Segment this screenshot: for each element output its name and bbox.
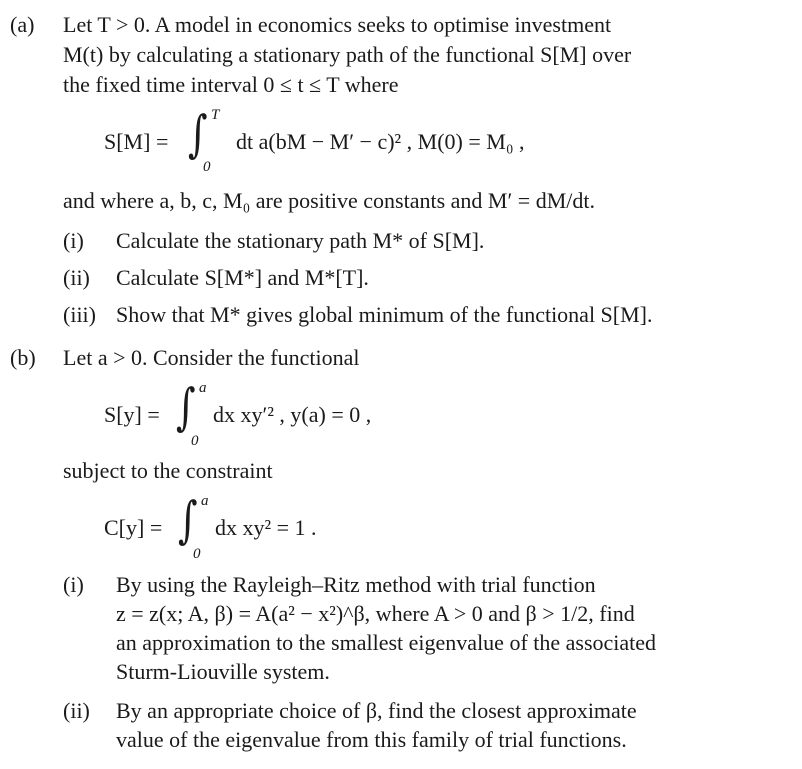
eq2-lhs: C[y] = <box>104 515 163 540</box>
part-a-item-i-text: Calculate the stationary path M* of S[M]. <box>116 228 485 253</box>
part-b-item-ii-line2: value of the eigenvalue from this family of trial functions. <box>116 727 627 752</box>
part-b-constraint-text: subject to the constraint <box>63 458 273 483</box>
part-b-item-i-line2: z = z(x; A, β) = A(a² − x²)^β, where A > 0 and β > 1/2, find <box>116 601 635 626</box>
lower-limit: 0 <box>193 546 201 562</box>
part-a-item-i-label: (i) <box>63 228 84 253</box>
part-a-item-ii-label: (ii) <box>63 265 90 290</box>
eq-rhs: dt a(bM − M′ − c)² , M(0) = M₀ , <box>236 129 525 154</box>
part-a-after-eq: and where a, b, c, M₀ are positive constants and M′ = dM/dt. <box>63 188 595 213</box>
part-b-item-i-line3: an approximation to the smallest eigenvalue of the associated <box>116 630 657 655</box>
eq2-rhs: dx xy² = 1 . <box>215 515 317 540</box>
upper-limit: a <box>201 493 209 509</box>
part-b-item-ii-label: (ii) <box>63 698 90 723</box>
upper-limit: T <box>211 107 220 123</box>
eq1-lhs: S[y] = <box>104 402 160 427</box>
part-a-label: (a) <box>10 12 35 37</box>
lower-limit: 0 <box>191 433 199 449</box>
eq-lhs: S[M] = <box>104 129 169 154</box>
part-b-intro: Let a > 0. Consider the functional <box>63 345 360 370</box>
eq1-rhs: dx xy′² , y(a) = 0 , <box>213 402 372 427</box>
integral-sign: ∫ <box>178 491 198 549</box>
part-a-item-iii-label: (iii) <box>63 302 96 327</box>
part-a-item-ii-text: Calculate S[M*] and M*[T]. <box>116 265 369 290</box>
part-a-intro-line2: M(t) by calculating a stationary path of the functional S[M] over <box>63 42 632 67</box>
part-a-item-iii-text: Show that M* gives global minimum of the functional S[M]. <box>116 302 653 327</box>
upper-limit: a <box>199 380 207 396</box>
part-b-item-ii-line1: By an appropriate choice of β, find the closest approximate <box>116 698 637 723</box>
part-a-intro-line1: Let T > 0. A model in economics seeks to optimise investment <box>63 12 612 37</box>
lower-limit: 0 <box>203 159 211 175</box>
integral-sign: ∫ <box>188 105 208 163</box>
integral-sign: ∫ <box>176 378 196 436</box>
part-b-label: (b) <box>10 345 36 370</box>
part-b-item-i-line1: By using the Rayleigh–Ritz method with trial function <box>116 572 596 597</box>
part-b-item-i-line4: Sturm-Liouville system. <box>116 659 330 684</box>
part-a-intro-line3: the fixed time interval 0 ≤ t ≤ T where <box>63 72 399 97</box>
part-b-item-i-label: (i) <box>63 572 84 597</box>
